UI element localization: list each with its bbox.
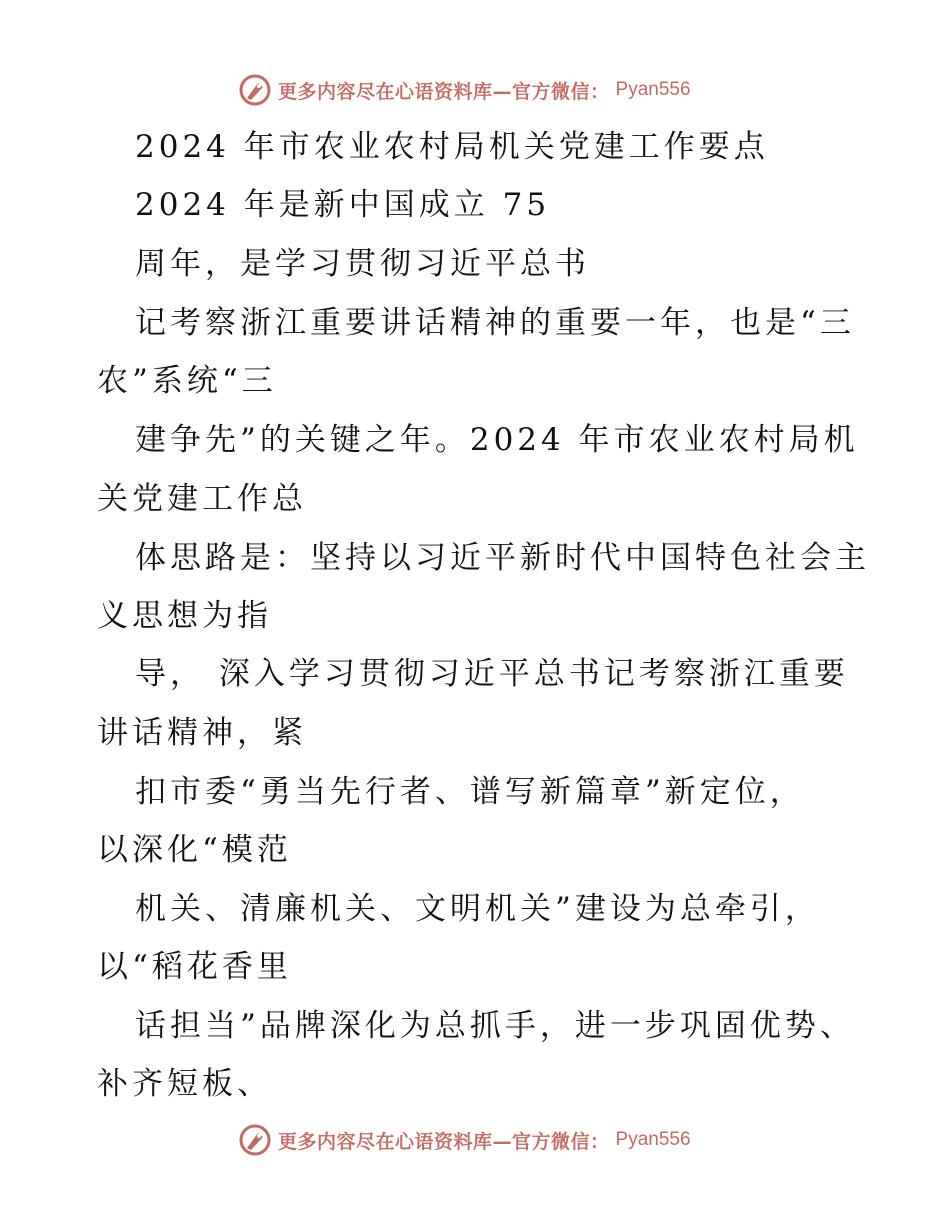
paragraph-line: 义思想为指	[97, 598, 272, 634]
watermark-text: 更多内容尽在心语资料库—官方微信：	[278, 1130, 610, 1153]
paragraph-line: 农”系统“三	[97, 363, 277, 399]
watermark-text: 更多内容尽在心语资料库—官方微信：	[278, 80, 610, 103]
paragraph-line: 体思路是：坚持以习近平新时代中国特色社会主	[135, 540, 870, 576]
paragraph-line: 关党建工作总	[97, 481, 307, 517]
paragraph-line: 以深化“模范	[97, 832, 292, 868]
pen-nib-circle-icon	[238, 1123, 272, 1157]
paragraph-line: 补齐短板、	[97, 1066, 272, 1102]
pen-nib-circle-icon	[238, 73, 272, 107]
paragraph-line: 讲话精神，紧	[97, 715, 307, 751]
paragraph-line: 记考察浙江重要讲话精神的重要一年，也是“三	[135, 305, 855, 341]
watermark-footer	[238, 1120, 758, 1160]
watermark-wechat-id: Pyan556	[615, 1129, 691, 1150]
watermark-wechat-id: Pyan556	[615, 79, 691, 100]
paragraph-line: 扣市委“勇当先行者、谱写新篇章”新定位，	[135, 774, 805, 810]
paragraph-line: 周年，是学习贯彻习近平总书	[135, 246, 590, 282]
paragraph-line: 话担当”品牌深化为总抓手，进一步巩固优势、	[135, 1008, 855, 1044]
paragraph-line: 以“稻花香里	[97, 949, 292, 985]
paragraph-line: 机关、清廉机关、文明机关”建设为总牵引，	[135, 891, 820, 927]
document-title: 2024 年市农业农村局机关党建工作要点	[135, 129, 769, 165]
paragraph-line: 建争先”的关键之年。2024 年市农业农村局机	[135, 422, 859, 458]
paragraph-line: 导， 深入学习贯彻习近平总书记考察浙江重要	[135, 656, 849, 692]
watermark-header	[238, 70, 758, 110]
paragraph-line: 2024 年是新中国成立 75	[135, 187, 551, 223]
